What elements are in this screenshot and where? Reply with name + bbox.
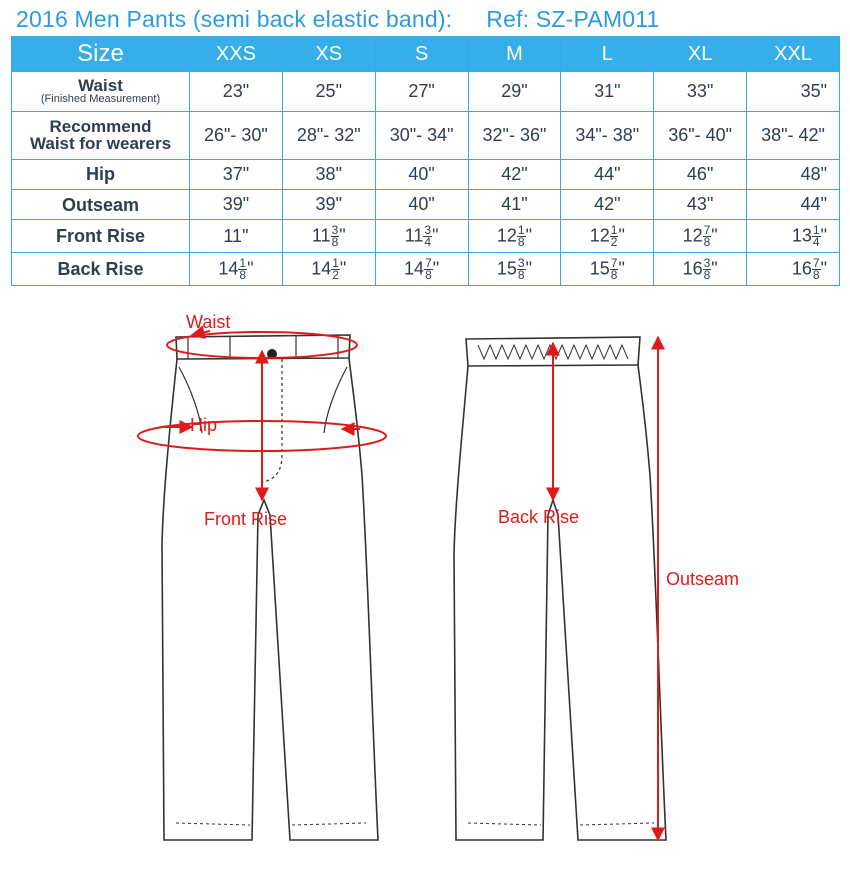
value-fraction [812, 222, 821, 249]
size-header-row [12, 37, 840, 72]
value-fraction [424, 255, 433, 282]
table-cell: 40" [375, 189, 468, 219]
front-rise-label: Front Rise [204, 509, 288, 529]
table-cell: 38"- 42" [747, 111, 840, 159]
inch-mark: " [432, 224, 439, 245]
table-cell: 26"- 30" [190, 111, 283, 159]
table-cell: 27" [375, 72, 468, 112]
table-cell: 48" [747, 159, 840, 189]
inch-mark: " [525, 224, 532, 245]
table-cell: 35" [747, 72, 840, 112]
inch-mark: " [820, 224, 827, 245]
fraction-numerator: 7 [703, 222, 711, 237]
fraction-denominator: 8 [812, 267, 820, 282]
inch-mark: " [618, 257, 625, 278]
inch-mark: " [242, 225, 249, 246]
fraction-numerator: 3 [703, 255, 711, 270]
table-row-front-rise [12, 220, 840, 253]
table-cell: 41" [468, 189, 561, 219]
recommend-label-line1: Recommend [49, 117, 152, 137]
table-cell: 29" [468, 72, 561, 112]
value-whole: 11 [223, 225, 243, 246]
fraction-denominator: 8 [425, 267, 432, 282]
table-cell: 44" [747, 189, 840, 219]
value-whole: 14 [218, 257, 239, 278]
table-cell [747, 220, 840, 253]
back-pants [454, 337, 666, 840]
value-fraction [331, 255, 340, 282]
value-whole: 11 [404, 224, 424, 245]
fraction-denominator: 4 [812, 234, 820, 249]
value-fraction [812, 255, 821, 282]
size-col-xl: XL [654, 37, 747, 72]
row-label-recommend [12, 111, 190, 159]
inch-mark: " [820, 257, 827, 278]
inch-mark: " [525, 257, 532, 278]
value-fraction [517, 255, 526, 282]
fraction-numerator: 1 [812, 222, 820, 237]
fraction-denominator: 8 [703, 234, 711, 249]
fraction-numerator: 7 [425, 255, 432, 270]
inch-mark: " [339, 224, 346, 245]
table-cell [190, 253, 283, 286]
value-fraction [703, 255, 712, 282]
fraction-denominator: 8 [331, 234, 339, 249]
value-whole: 12 [496, 224, 517, 245]
fraction-numerator: 7 [610, 255, 618, 270]
table-cell [654, 220, 747, 253]
value-fraction [331, 222, 340, 249]
value-whole: 16 [682, 257, 703, 278]
fraction-numerator: 3 [424, 222, 432, 237]
size-col-l: L [561, 37, 654, 72]
inch-mark: " [339, 257, 347, 278]
value-whole: 11 [311, 224, 331, 245]
table-cell: 46" [654, 159, 747, 189]
size-col-xs: XS [282, 37, 375, 72]
size-col-xxs: XXS [190, 37, 283, 72]
value-whole: 13 [791, 224, 812, 245]
recommend-label-line2: Waist for wearers [29, 134, 172, 154]
fraction-denominator: 8 [703, 267, 711, 282]
size-header-label: Size [12, 37, 190, 72]
value-whole: 16 [791, 257, 812, 278]
inch-mark: " [432, 257, 440, 278]
fraction-denominator: 8 [517, 267, 525, 282]
table-row-waist [12, 72, 840, 112]
pants-diagram [0, 295, 850, 880]
table-cell: 33" [654, 72, 747, 112]
inch-mark: " [618, 224, 625, 245]
table-cell: 25" [282, 72, 375, 112]
table-cell: 34"- 38" [561, 111, 654, 159]
table-cell [468, 220, 561, 253]
value-whole: 14 [311, 257, 332, 278]
fraction-numerator: 1 [517, 222, 525, 237]
table-cell: 32"- 36" [468, 111, 561, 159]
table-cell: 39" [190, 189, 283, 219]
table-cell: 23" [190, 72, 283, 112]
back-outline [454, 365, 666, 840]
size-col-s: S [375, 37, 468, 72]
front-pants [162, 335, 378, 840]
table-cell: 28"- 32" [282, 111, 375, 159]
fraction-numerator: 7 [812, 255, 820, 270]
table-cell: 39" [282, 189, 375, 219]
reference-code: Ref: SZ-PAM011 [486, 6, 660, 32]
table-cell: 31" [561, 72, 654, 112]
table-cell [190, 220, 283, 253]
inch-mark: " [247, 257, 254, 278]
value-fraction [238, 255, 247, 282]
row-label-waist [12, 72, 190, 112]
fraction-numerator: 3 [517, 255, 525, 270]
size-col-xxl: XXL [747, 37, 840, 72]
row-label-outseam: Outseam [12, 189, 190, 219]
fraction-denominator: 2 [610, 234, 618, 249]
table-cell [561, 253, 654, 286]
value-fraction [703, 222, 712, 249]
table-row-hip [12, 159, 840, 189]
fraction-denominator: 8 [610, 267, 618, 282]
front-hems [176, 823, 366, 825]
row-label-front-rise: Front Rise [12, 220, 190, 253]
table-cell [468, 253, 561, 286]
chart-title [16, 6, 660, 33]
table-cell: 42" [561, 189, 654, 219]
table-cell [654, 253, 747, 286]
inch-mark: " [711, 224, 718, 245]
table-cell: 43" [654, 189, 747, 219]
table-cell: 38" [282, 159, 375, 189]
table-row-recommend [12, 111, 840, 159]
value-whole: 15 [496, 257, 517, 278]
waist-label: Waist [78, 76, 123, 96]
table-cell: 37" [190, 159, 283, 189]
fraction-numerator: 1 [239, 255, 247, 270]
table-cell: 30"- 34" [375, 111, 468, 159]
hip-label: Hip [190, 415, 218, 435]
back-rise-label: Back Rise [498, 507, 580, 527]
table-cell: 40" [375, 159, 468, 189]
title-text: 2016 Men Pants (semi back elastic band): [16, 6, 453, 32]
value-fraction [517, 222, 526, 249]
fraction-numerator: 1 [332, 255, 339, 270]
table-row-back-rise [12, 253, 840, 286]
fraction-denominator: 8 [239, 267, 247, 282]
table-row-outseam [12, 189, 840, 219]
row-label-back-rise: Back Rise [12, 253, 190, 286]
fraction-numerator: 3 [331, 222, 339, 237]
fraction-denominator: 2 [332, 267, 339, 282]
value-whole: 15 [589, 257, 610, 278]
table-cell [747, 253, 840, 286]
inch-mark: " [711, 257, 718, 278]
table-cell [375, 220, 468, 253]
table-cell: 44" [561, 159, 654, 189]
table-cell [282, 253, 375, 286]
table-cell: 42" [468, 159, 561, 189]
value-fraction [423, 222, 432, 249]
value-whole: 12 [589, 224, 610, 245]
table-cell [561, 220, 654, 253]
back-hems [468, 823, 654, 825]
fraction-denominator: 8 [517, 234, 525, 249]
size-col-m: M [468, 37, 561, 72]
waist-sublabel: (Finished Measurement) [40, 93, 161, 106]
waist-label: Waist [186, 312, 231, 332]
fraction-numerator: 1 [610, 222, 618, 237]
fraction-denominator: 4 [424, 234, 432, 249]
table-cell: 36"- 40" [654, 111, 747, 159]
table-cell [375, 253, 468, 286]
size-table [11, 36, 840, 286]
value-whole: 12 [682, 224, 703, 245]
table-cell [282, 220, 375, 253]
outseam-label: Outseam [666, 569, 740, 589]
value-whole: 14 [404, 257, 425, 278]
row-label-hip: Hip [12, 159, 190, 189]
